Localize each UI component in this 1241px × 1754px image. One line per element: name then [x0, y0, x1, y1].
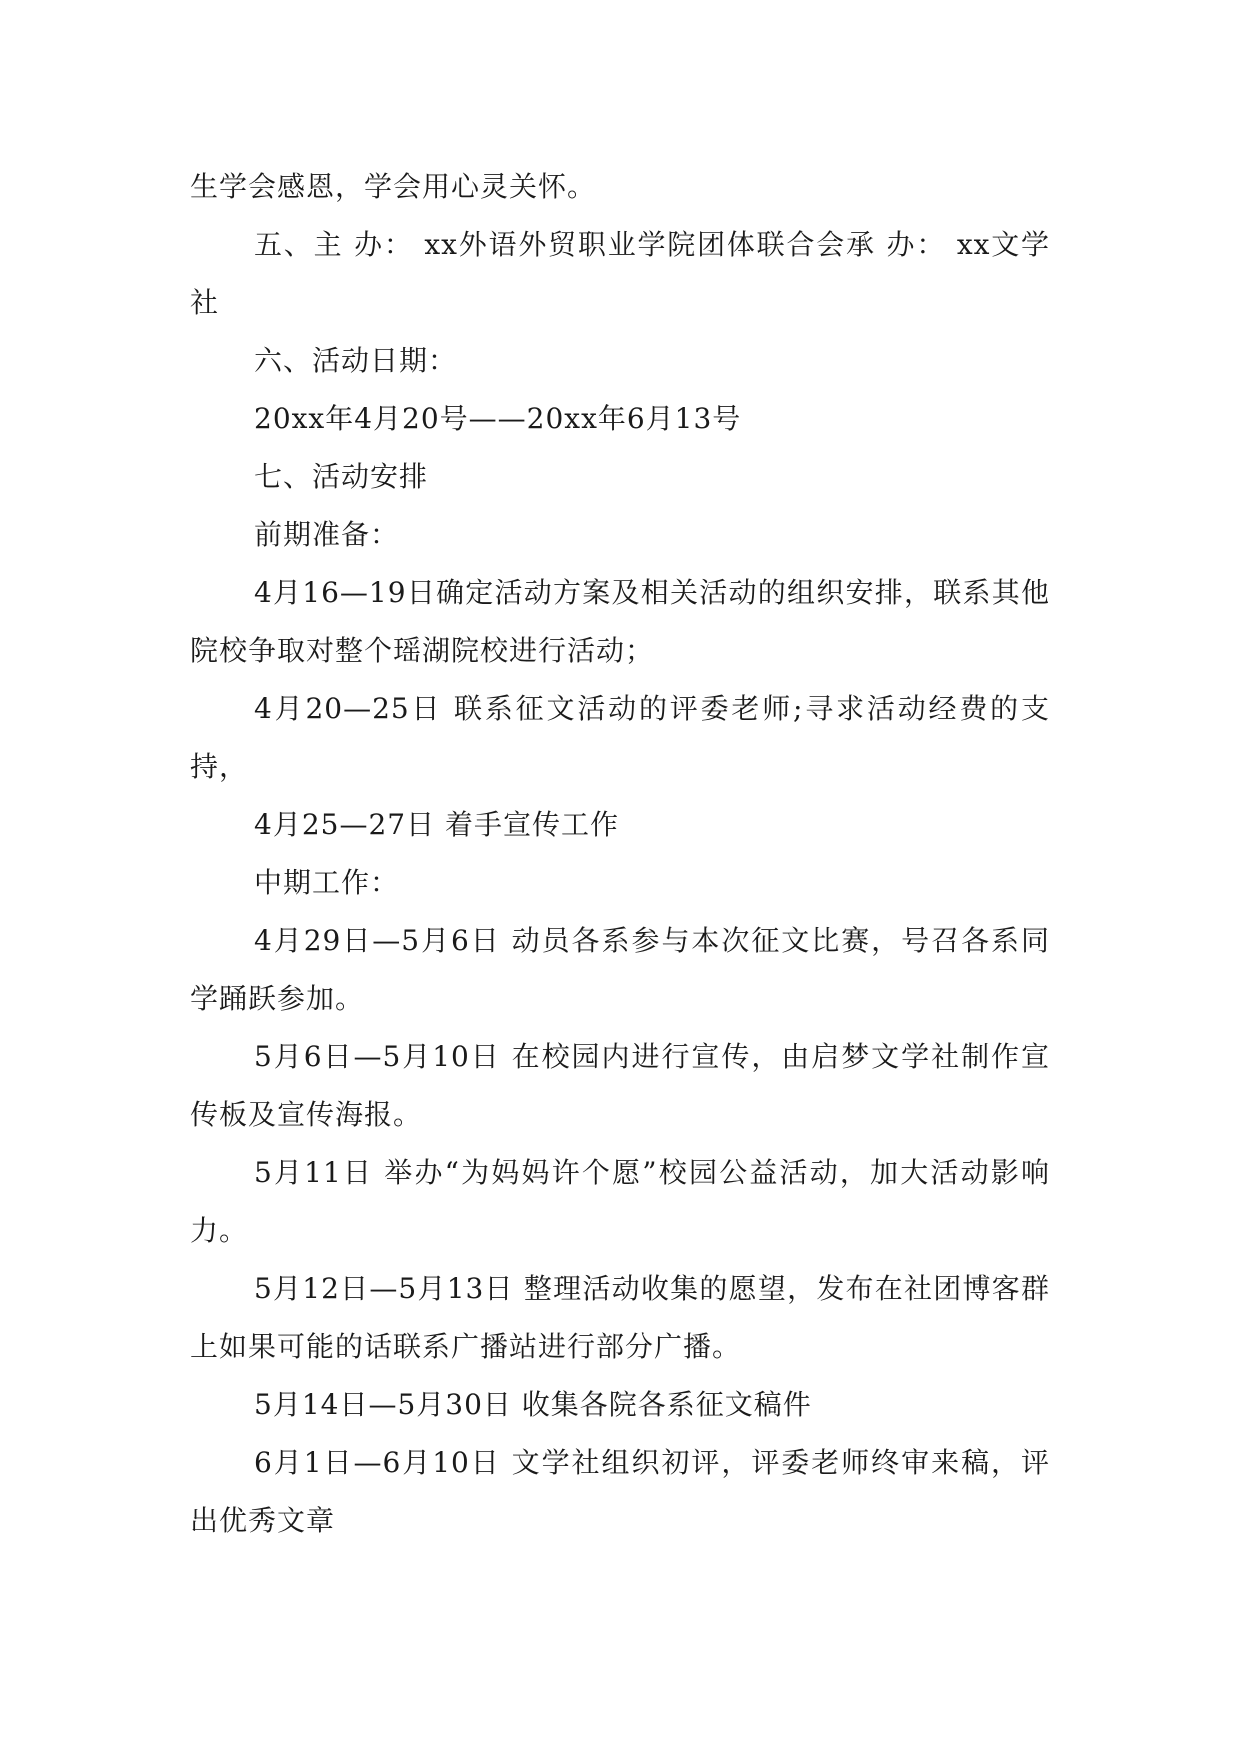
- paragraph-intro-continued: 生学会感恩，学会用心灵关怀。: [190, 170, 597, 203]
- paragraph-mid-item-1: 4月29日—5月6日 动员各系参与本次征文比赛，号召各系同学踊跃参加。: [190, 924, 1050, 1015]
- paragraph-prep-item-2: 4月20—25日 联系征文活动的评委老师;寻求活动经费的支持，: [190, 692, 1050, 783]
- paragraph-date-range: 20xx年4月20号——20xx年6月13号: [254, 402, 742, 435]
- paragraph-prep-item-1: 4月16—19日确定活动方案及相关活动的组织安排，联系其他院校争取对整个瑶湖院校进行活动；: [190, 576, 1050, 667]
- paragraph-mid-item-5: 5月14日—5月30日 收集各院各系征文稿件: [254, 1388, 812, 1421]
- paragraph-mid-item-4: 5月12日—5月13日 整理活动收集的愿望，发布在社团博客群上如果可能的话联系广播站进行部分广播。: [190, 1272, 1050, 1363]
- paragraph-mid-item-3: 5月11日 举办“为妈妈许个愿”校园公益活动，加大活动影响力。: [190, 1156, 1050, 1247]
- paragraph-prep-item-3: 4月25—27日 着手宣传工作: [254, 808, 619, 841]
- paragraph-schedule-heading: 七、活动安排: [254, 460, 429, 493]
- paragraph-preparation-heading: 前期准备：: [254, 518, 400, 551]
- paragraph-midterm-heading: 中期工作：: [254, 866, 400, 899]
- paragraph-date-heading: 六、活动日期：: [254, 344, 458, 377]
- paragraph-organizer: 五、主 办： xx外语外贸职业学院团体联合会承 办： xx文学社: [190, 228, 1050, 319]
- paragraph-mid-item-2: 5月6日—5月10日 在校园内进行宣传，由启梦文学社制作宣传板及宣传海报。: [190, 1040, 1050, 1131]
- paragraph-mid-item-6: 6月1日—6月10日 文学社组织初评，评委老师终审来稿，评出优秀文章: [190, 1446, 1050, 1537]
- document-body: [190, 158, 1050, 1550]
